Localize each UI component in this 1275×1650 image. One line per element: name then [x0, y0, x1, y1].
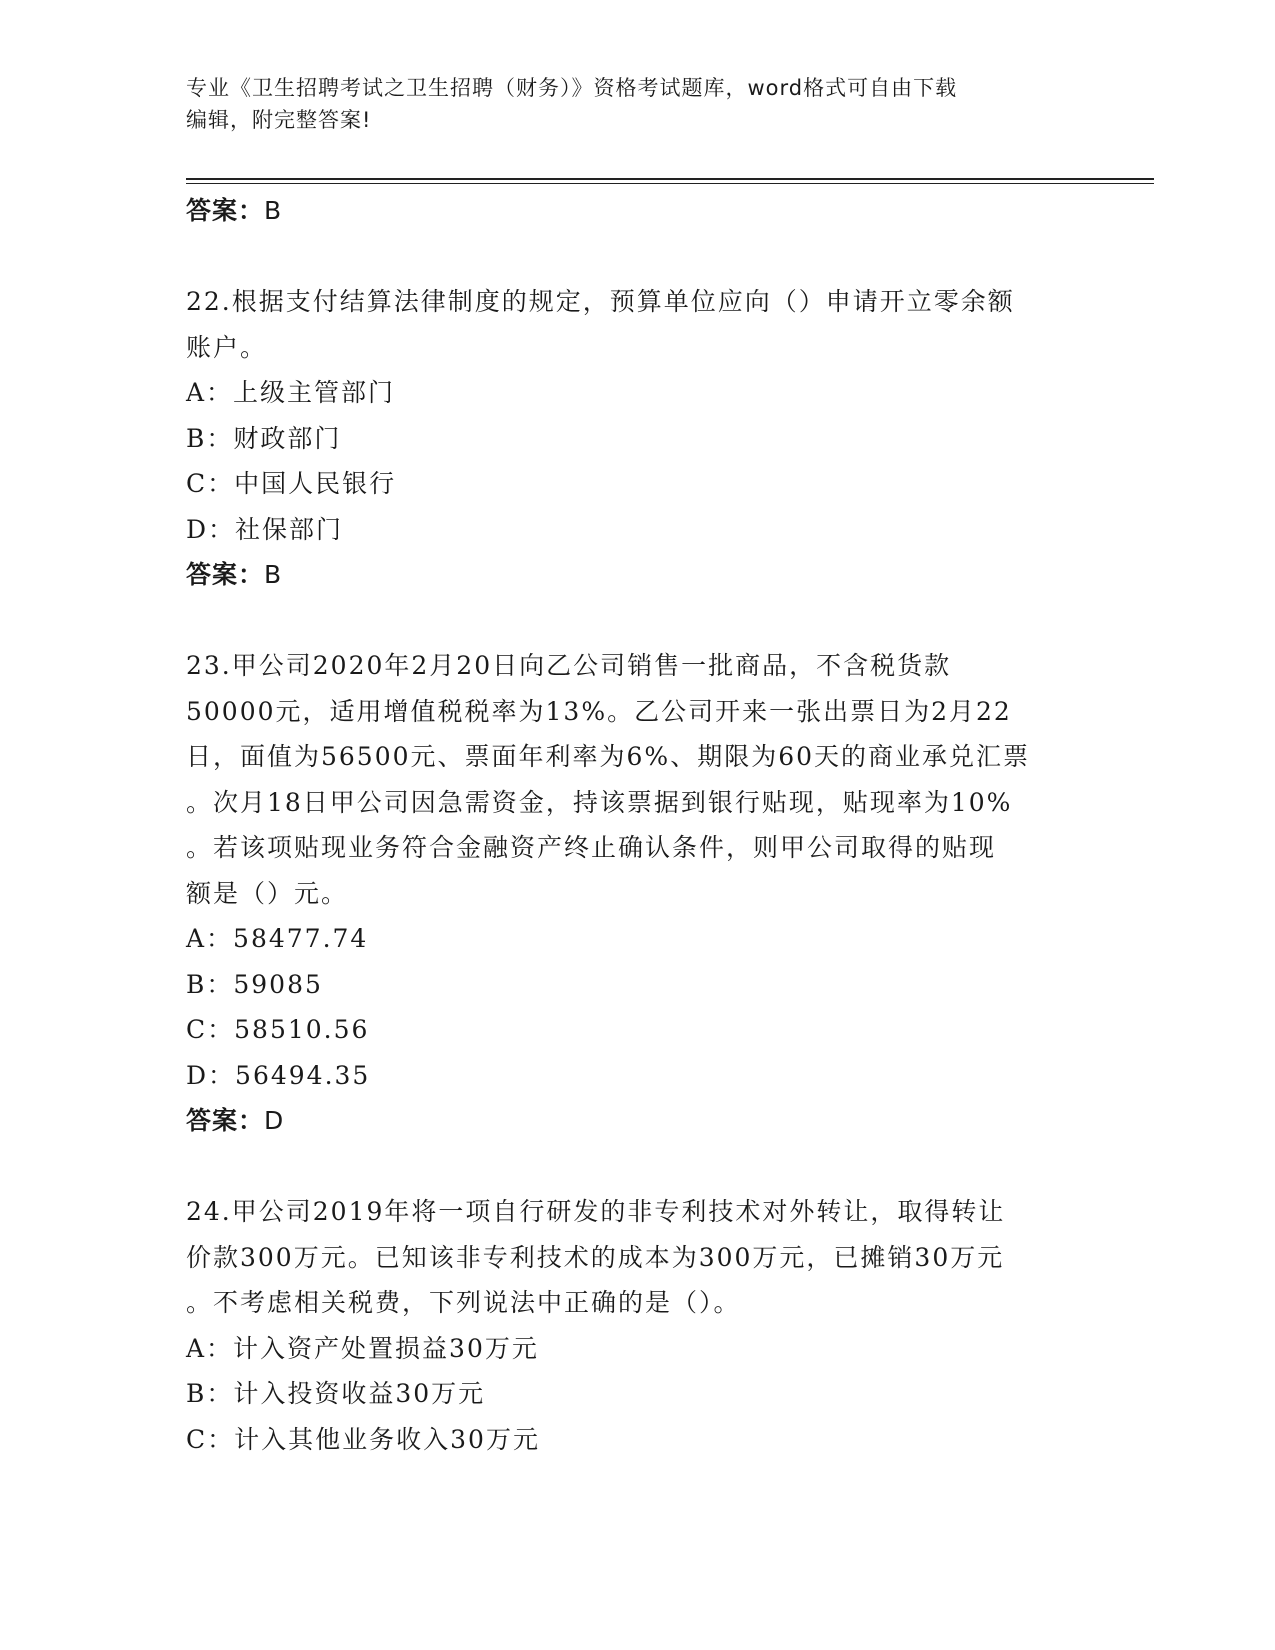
option-a: A：上级主管部门 [186, 378, 396, 407]
answer-value: B [264, 196, 283, 225]
question-text-line: 额是（）元。 [186, 878, 349, 908]
document-header [186, 72, 1086, 136]
option-b: B：财政部门 [186, 423, 342, 453]
question-text-line: 账户。 [186, 332, 268, 362]
question-text-line: 价款300万元。已知该非专利技术的成本为300万元，已摊销30万元 [186, 1242, 1005, 1272]
answer-label: 答案： [186, 560, 265, 589]
option-d: D：社保部门 [186, 514, 344, 544]
question-text-line: 。若该项贴现业务符合金融资产终止确认条件，则甲公司取得的贴现 [186, 833, 997, 862]
option-d: D：56494.35 [186, 1060, 371, 1090]
answer-line [186, 552, 1086, 598]
option-b: B：59085 [186, 969, 323, 999]
question-22 [186, 279, 1086, 598]
question-text-line: 23.甲公司2020年2月20日向乙公司销售一批商品，不含税货款 [186, 651, 952, 680]
question-text-line: 日，面值为56500元、票面年利率为6%、期限为60天的商业承兑汇票 [186, 742, 1031, 771]
answer-value: D [264, 1106, 285, 1135]
answer-line [186, 1098, 1086, 1144]
header-rule-thin [186, 183, 1154, 184]
question-text-line: 50000元，适用增值税税率为13%。乙公司开来一张出票日为2月22 [186, 696, 1012, 726]
answer-line [186, 188, 1086, 234]
answer-value: B [264, 560, 283, 589]
option-c: C：计入其他业务收入30万元 [186, 1424, 540, 1454]
option-c: C：中国人民银行 [186, 469, 397, 498]
question-24 [186, 1189, 1086, 1462]
header-line-2: 编辑，附完整答案! [186, 108, 372, 132]
question-list [186, 188, 1086, 1462]
option-b: B：计入投资收益30万元 [186, 1379, 486, 1408]
question-text-line: 。不考虑相关税费，下列说法中正确的是（）。 [186, 1288, 741, 1317]
question-text-line: 22.根据支付结算法律制度的规定，预算单位应向（）申请开立零余额 [186, 287, 1015, 316]
option-c: C：58510.56 [186, 1015, 370, 1044]
question-text-line: 。次月18日甲公司因急需资金，持该票据到银行贴现，贴现率为10% [186, 787, 1013, 817]
header-line-1: 专业《卫生招聘考试之卫生招聘（财务）》资格考试题库，word格式可自由下载 [186, 76, 958, 100]
question-text-line: 24.甲公司2019年将一项自行研发的非专利技术对外转让，取得转让 [186, 1197, 1006, 1226]
header-rule-thick [186, 178, 1154, 180]
option-a: A：58477.74 [186, 924, 369, 953]
answer-label: 答案： [186, 196, 265, 225]
answer-label: 答案： [186, 1106, 265, 1135]
option-a: A：计入资产处置损益30万元 [186, 1333, 539, 1363]
question-23 [186, 643, 1086, 1144]
